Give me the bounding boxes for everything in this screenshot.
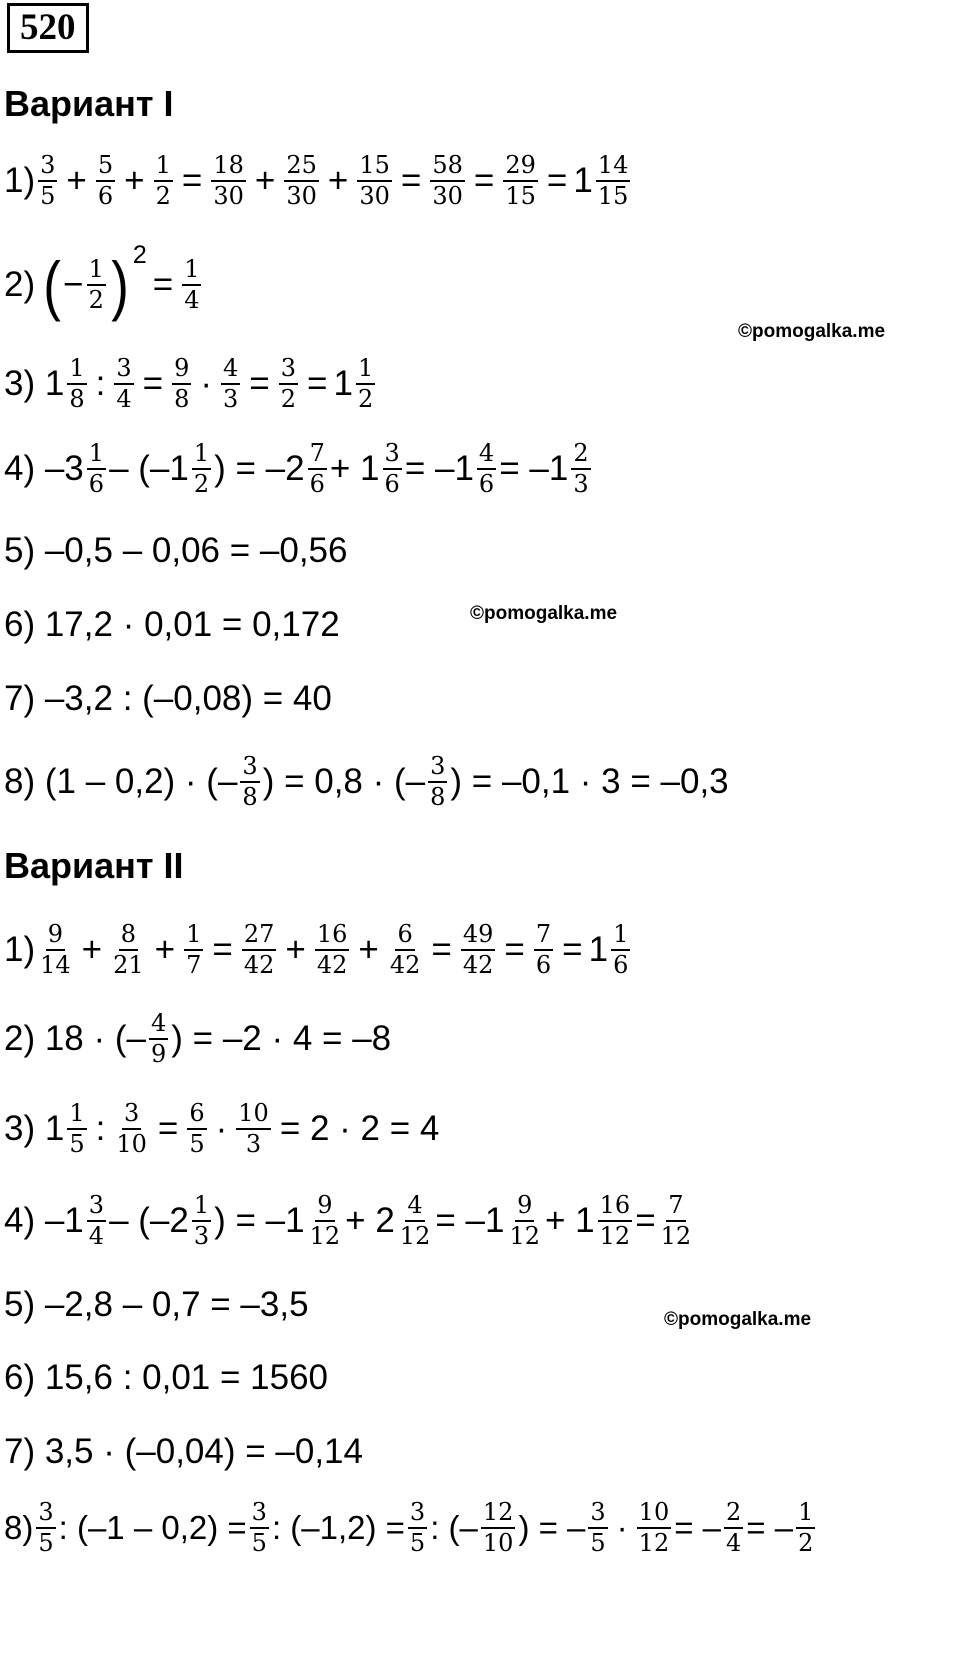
fraction: $\frac{27}{42}$	[243, 920, 275, 979]
fraction: $\frac{9}{8}$	[174, 354, 190, 413]
fraction: $\frac{6}{42}$	[389, 920, 421, 979]
variant-2-title: Вариант II	[4, 845, 184, 886]
task-number: 520	[7, 3, 89, 53]
fraction: $\frac{16}{12}$	[599, 1191, 631, 1250]
fraction: $\frac{7}{6}$	[535, 920, 552, 979]
fraction: $\frac{3}{8}$	[242, 752, 258, 811]
v1-line-8: 8) (1 – 0,2) · (– $\frac{3}{8}$ ) = 0,8 · (– $\frac{3}{8}$ ) = –0,1 · 3 = –0,3	[4, 752, 729, 811]
fraction: $\frac{15}{30}$	[359, 151, 390, 210]
fraction: $\frac{1}{4}$	[184, 255, 200, 314]
v2-line-7: 7) 3,5 · (–0,04) = –0,14	[4, 1432, 363, 1471]
v1-line-3: 3) 1 $\frac{1}{8}$ : $\frac{3}{4}$ = $\frac{9}{8}$ · $\frac{4}{3}$ = $\frac{3}{2}$ = 1 $\frac{1}{2}$	[4, 354, 374, 413]
v2-line-4: 4) –1 $\frac{3}{4}$ – (–2 $\frac{1}{3}$ ) = –1 $\frac{9}{12}$ + 2 $\frac{4}{12}$ = –1 $\frac{9}{12}$ + 1 $\frac{16}{12}$ = $\frac{7}{12}$	[4, 1191, 692, 1250]
fraction: $\frac{3}{5}$	[590, 1498, 606, 1557]
fraction: $\frac{1}{2}$	[193, 439, 210, 498]
fraction: $\frac{1}{3}$	[193, 1191, 210, 1250]
fraction: $\frac{3}{2}$	[280, 354, 297, 413]
fraction: $\frac{4}{6}$	[478, 439, 495, 498]
fraction: $\frac{3}{4}$	[88, 1191, 105, 1250]
fraction: $\frac{4}{12}$	[399, 1191, 431, 1250]
fraction: $\frac{2}{4}$	[726, 1498, 742, 1557]
fraction: $\frac{12}{10}$	[482, 1498, 514, 1557]
v2-line-2: 2) 18 · (– $\frac{4}{9}$ ) = –2 · 4 = –8	[4, 1009, 392, 1068]
fraction: $\frac{7}{6}$	[309, 439, 325, 498]
fraction: $\frac{7}{12}$	[660, 1191, 692, 1250]
v1-line-6: 6) 17,2 · 0,01 = 0,172	[4, 605, 340, 644]
fraction: $\frac{3}{5}$	[38, 1498, 54, 1557]
fraction: $\frac{8}{21}$	[113, 920, 144, 979]
fraction: $\frac{1}{6}$	[88, 439, 105, 498]
fraction: $\frac{1}{2}$	[88, 255, 104, 314]
fraction: $\frac{1}{8}$	[69, 354, 85, 413]
v1-line-2: 2) ( − $\frac{1}{2}$ ) 2 = $\frac{1}{4}$	[4, 240, 200, 322]
watermark-1: ©pomogalka.me	[738, 321, 886, 342]
fraction: $\frac{29}{15}$	[505, 151, 536, 210]
v1-line-7: 7) –3,2 : (–0,08) = 40	[4, 679, 332, 718]
fraction: $\frac{3}{4}$	[116, 354, 132, 413]
fraction: $\frac{9}{12}$	[509, 1191, 540, 1250]
fraction: $\frac{1}{2}$	[798, 1498, 814, 1557]
v1-line-4: 4) –3 $\frac{1}{6}$ – (–1 $\frac{1}{2}$ ) = –2 $\frac{7}{6}$ + 1 $\frac{3}{6}$ = –1 $\frac{4}{6}$ = –1 $\frac{2}{3}$	[4, 439, 589, 498]
fraction: $\frac{25}{30}$	[286, 151, 317, 210]
fraction: $\frac{3}{6}$	[384, 439, 400, 498]
v2-line-3: 3) 1 $\frac{1}{5}$ : $\frac{3}{10}$ = $\frac{6}{5}$ · $\frac{10}{3}$ = 2 · 2 = 4	[4, 1099, 440, 1158]
fraction: $\frac{1}{7}$	[186, 920, 202, 979]
fraction: $\frac{49}{42}$	[462, 920, 494, 979]
fraction: $\frac{3}{5}$	[251, 1498, 267, 1557]
fraction: $\frac{1}{5}$	[69, 1099, 85, 1158]
fraction: $\frac{10}{12}$	[638, 1498, 670, 1557]
fraction: $\frac{1}{2}$	[155, 151, 171, 210]
variant-1-title: Вариант I	[4, 83, 174, 124]
watermark-2: ©pomogalka.me	[470, 603, 618, 624]
v2-line-5: 5) –2,8 – 0,7 = –3,5	[4, 1285, 309, 1324]
watermark-3: ©pomogalka.me	[664, 1309, 812, 1330]
v2-line-6: 6) 15,6 : 0,01 = 1560	[4, 1358, 329, 1397]
v1-line-1: 1) $\frac{3}{5}$ + $\frac{5}{6}$ + $\frac{1}{2}$ = $\frac{18}{30}$ + $\frac{25}{30}$ + $\frac{15}{30}$ = $\frac{58}{30}$ = $\frac{29}{15}$ = 1 $\frac{14}{15}$	[4, 151, 629, 210]
fraction: $\frac{2}{3}$	[573, 439, 589, 498]
v2-line-1: 1) $\frac{9}{14}$ + $\frac{8}{21}$ + $\frac{1}{7}$ = $\frac{27}{42}$ + $\frac{16}{42}$ + $\frac{6}{42}$ = $\frac{49}{42}$ = $\frac{7}{6}$ = 1 $\frac{1}{6}$	[4, 920, 629, 979]
fraction: $\frac{9}{14}$	[40, 920, 71, 979]
fraction: $\frac{1}{6}$	[613, 920, 629, 979]
fraction: $\frac{3}{5}$	[409, 1498, 426, 1557]
fraction: $\frac{1}{2}$	[357, 354, 374, 413]
fraction: $\frac{4}{9}$	[151, 1009, 167, 1068]
fraction: $\frac{4}{3}$	[223, 354, 239, 413]
fraction: $\frac{18}{30}$	[213, 151, 244, 210]
v2-line-8: 8) $\frac{3}{5}$ : (–1 – 0,2) = $\frac{3}{5}$ : (–1,2) = $\frac{3}{5}$ : (– $\frac{12}{10}$ ) = – $\frac{3}{5}$ · $\frac{10}{12}$ = – $\frac{2}{4}$ = – $\frac{1}{2}$	[4, 1498, 814, 1557]
fraction: $\frac{5}{6}$	[97, 151, 114, 210]
fraction: $\frac{14}{15}$	[597, 151, 629, 210]
fraction: $\frac{3}{5}$	[40, 151, 56, 210]
fraction: $\frac{58}{30}$	[432, 151, 463, 210]
v1-line-5: 5) –0,5 – 0,06 = –0,56	[4, 531, 348, 570]
fraction: $\frac{6}{5}$	[189, 1099, 205, 1158]
fraction: $\frac{10}{3}$	[238, 1099, 269, 1158]
fraction: $\frac{9}{12}$	[309, 1191, 341, 1250]
fraction: $\frac{3}{8}$	[430, 752, 446, 811]
fraction: $\frac{3}{10}$	[116, 1099, 147, 1158]
fraction: $\frac{16}{42}$	[316, 920, 348, 979]
